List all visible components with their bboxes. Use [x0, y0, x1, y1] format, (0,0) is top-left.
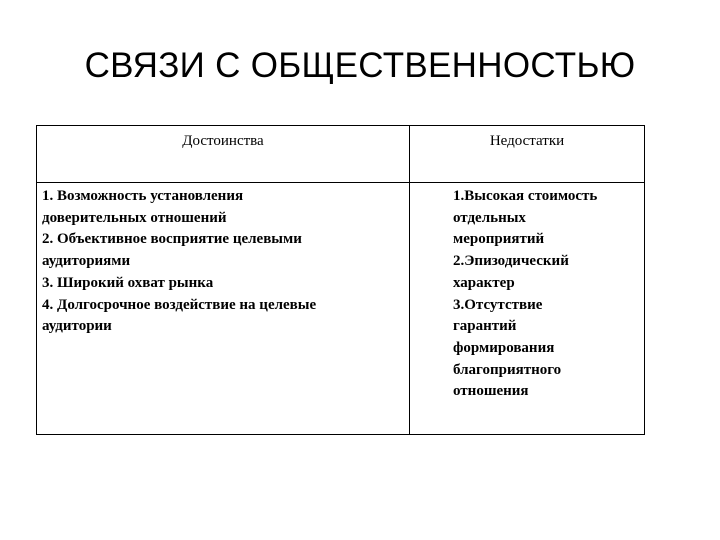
header-disadvantages: Недостатки: [410, 126, 645, 183]
disadvantage-line: мероприятий: [453, 231, 545, 248]
slide-title: СВЯЗИ С ОБЩЕСТВЕННОСТЬЮ: [84, 46, 636, 85]
advantage-line: 1. Возможность установления: [42, 188, 244, 204]
disadvantage-line: формирования: [453, 339, 555, 356]
advantage-line: аудиториями: [42, 253, 131, 270]
advantage-line: доверительных отношений: [42, 209, 227, 226]
advantage-line: 2. Объективное восприятие целевыми: [42, 231, 302, 248]
advantage-line: 3. Широкий охват рынка: [42, 274, 214, 291]
header-advantages: Достоинства: [37, 126, 410, 183]
disadvantage-line: 2.Эпизодический: [453, 253, 569, 270]
table-body-row: [37, 183, 645, 435]
disadvantage-line: благоприятного: [453, 361, 562, 378]
disadvantage-line: отдельных: [453, 209, 526, 226]
advantage-line: 4. Долгосрочное воздействие на целевые: [42, 296, 317, 313]
table-header-row: [37, 126, 645, 183]
disadvantage-line: отношения: [453, 383, 529, 400]
disadvantage-line: характер: [453, 274, 515, 291]
disadvantage-line: 1.Высокая стоимость: [453, 188, 598, 204]
disadvantages-cell: [410, 183, 645, 435]
disadvantage-line: 3.Отсутствие: [453, 296, 543, 313]
advantage-line: аудитории: [42, 318, 112, 335]
disadvantage-line: гарантий: [453, 318, 517, 335]
advantages-cell: [37, 183, 410, 435]
pros-cons-table: [36, 125, 645, 435]
